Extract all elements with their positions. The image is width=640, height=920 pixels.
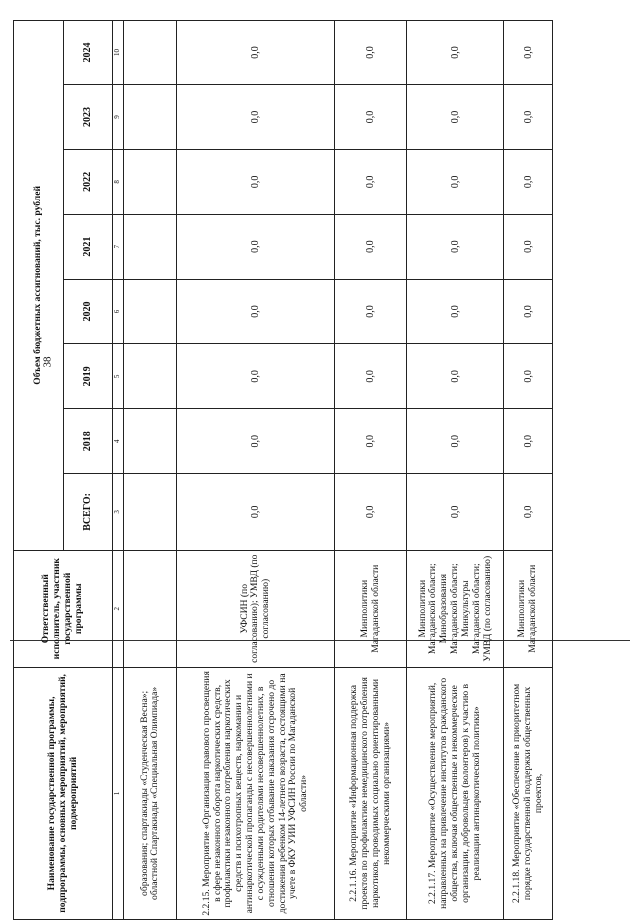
value-cell	[124, 344, 177, 409]
value-cell: 0,0	[177, 21, 335, 85]
page-number: 38	[41, 356, 54, 368]
value-cell: 0,0	[407, 344, 504, 409]
value-cell: 0,0	[504, 149, 553, 214]
header-year: 2023	[63, 85, 113, 150]
value-cell	[124, 214, 177, 279]
program-name-cell: 2.2.1.17. Мероприятие «Осуществление мероприятий, направленных на привлечение институтов гражданского общества, включая общественные и некоммерческие организации, добровольцев (волонтеров) к участию в реализации антинаркотической политики»	[407, 667, 504, 919]
program-name-cell: 2.2.15. Мероприятие «Организация правового просвещения в сфере незаконного оборота наркотических средств, профилактики незаконного потребления наркотических средств и психотропных веществ, наркомании и антинаркотической пропаганды с несовершеннолетними и с осужденными родителями несовершеннолетних, в отношении которых отбывание наказания отсрочено до достижения ребенком 14-летнего возраста, состоящими на учете в ФКУ УИИ УФСИН России по Магаданской области»	[177, 667, 335, 919]
program-name-cell: 2.2.1.16. Мероприятие «Информационная поддержка проектов по профилактике немедицинского потребления наркотиков, проводимых социально ориентированными некоммерческими организациями»	[335, 667, 407, 919]
column-number: 7	[113, 214, 124, 279]
value-cell: 0,0	[177, 214, 335, 279]
responsible-cell: Минполитики Магаданской области	[504, 550, 553, 667]
value-cell	[124, 474, 177, 551]
value-cell: 0,0	[335, 474, 407, 551]
column-number: 8	[113, 149, 124, 214]
value-cell: 0,0	[177, 409, 335, 474]
header-year: 2020	[63, 279, 113, 344]
responsible-cell	[124, 550, 177, 667]
value-cell: 0,0	[335, 344, 407, 409]
table-row	[335, 21, 407, 920]
column-number: 10	[113, 21, 124, 85]
value-cell: 0,0	[407, 21, 504, 85]
value-cell: 0,0	[335, 279, 407, 344]
value-cell	[124, 409, 177, 474]
rotated-table-sheet	[13, 20, 553, 920]
column-number: 3	[113, 474, 124, 551]
value-cell: 0,0	[407, 149, 504, 214]
column-number: 2	[113, 550, 124, 667]
value-cell: 0,0	[504, 21, 553, 85]
column-number: 6	[113, 279, 124, 344]
value-cell: 0,0	[504, 214, 553, 279]
column-number: 4	[113, 409, 124, 474]
value-cell: 0,0	[177, 85, 335, 150]
value-cell: 0,0	[177, 344, 335, 409]
header-year: 2018	[63, 409, 113, 474]
value-cell: 0,0	[335, 214, 407, 279]
table-row	[504, 21, 553, 920]
responsible-cell: Минполитики Магаданской области; Минобразования Магаданской области; Минкультуры Магаданской области; УМВД (по согласованию)	[407, 550, 504, 667]
header-year: 2024	[63, 21, 113, 85]
table-row	[407, 21, 504, 920]
header-total: ВСЕГО:	[63, 474, 113, 551]
table-row	[124, 21, 177, 920]
responsible-cell: Минполитики Магаданской области	[335, 550, 407, 667]
header-year: 2022	[63, 149, 113, 214]
value-cell: 0,0	[335, 409, 407, 474]
value-cell: 0,0	[177, 279, 335, 344]
header-year: 2021	[63, 214, 113, 279]
budget-table	[13, 20, 553, 920]
value-cell	[124, 149, 177, 214]
program-name-cell: 2.2.1.18. Мероприятие «Обеспечение в приоритетном порядке государственной поддержки общественных проектов,	[504, 667, 553, 919]
value-cell: 0,0	[407, 409, 504, 474]
value-cell: 0,0	[504, 474, 553, 551]
value-cell: 0,0	[407, 85, 504, 150]
value-cell	[124, 279, 177, 344]
value-cell: 0,0	[407, 214, 504, 279]
value-cell: 0,0	[177, 149, 335, 214]
value-cell	[124, 85, 177, 150]
header-responsible: Ответственный исполнитель, участник государственной программы	[14, 550, 113, 667]
value-cell: 0,0	[335, 149, 407, 214]
responsible-cell: УФСИН (по согласованию); УМВД (по согласованию)	[177, 550, 335, 667]
value-cell: 0,0	[335, 21, 407, 85]
value-cell: 0,0	[335, 85, 407, 150]
program-name-cell: образования; спартакиады «Студенческая Весна»; областной Спартакиады «Специальная Олимпиада»	[124, 667, 177, 919]
value-cell: 0,0	[504, 279, 553, 344]
column-number: 9	[113, 85, 124, 150]
header-year: 2019	[63, 344, 113, 409]
table-row	[177, 21, 335, 920]
value-cell: 0,0	[504, 409, 553, 474]
value-cell: 0,0	[504, 344, 553, 409]
value-cell: 0,0	[504, 85, 553, 150]
value-cell: 0,0	[407, 474, 504, 551]
column-number: 1	[113, 667, 124, 919]
header-budget-volume: Объем бюджетных ассигнований, тыс. рублей	[14, 21, 64, 551]
header-program-name: Наименование государственной программы, подпрограммы, основных мероприятий, мероприятий, подмероприятий	[14, 667, 113, 919]
value-cell: 0,0	[177, 474, 335, 551]
value-cell	[124, 21, 177, 85]
column-number: 5	[113, 344, 124, 409]
value-cell: 0,0	[407, 279, 504, 344]
